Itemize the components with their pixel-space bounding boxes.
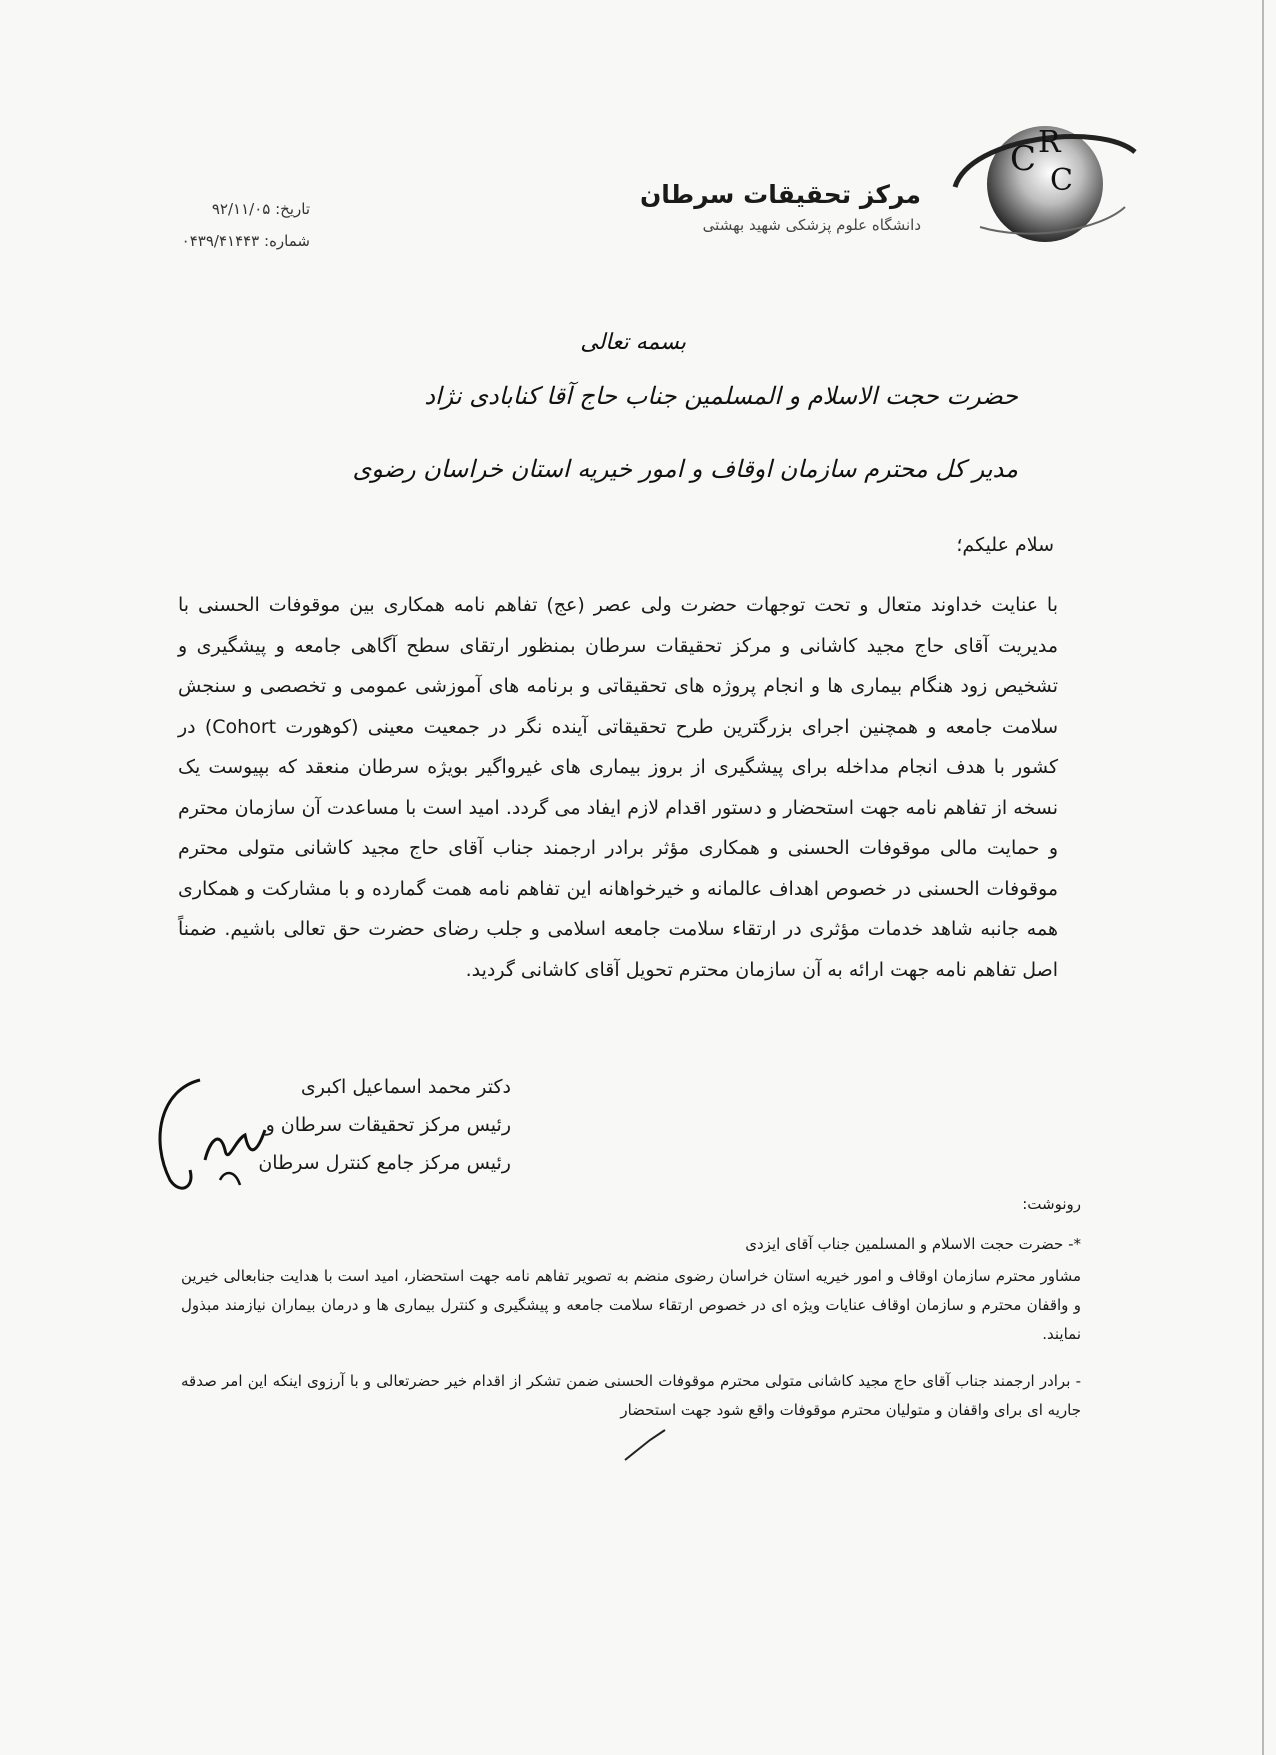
cc-item-3: - برادر ارجمند جناب آقای حاج مجید کاشانی متولی محترم موقوفات الحسنی ضمن تشکر از اقدام خیر حضرتعالی و با آرزوی اینکه این امر صدقه جاریه ای برای واقفان و متولیان محترم موقوفات واقع شود جهت استحضار [181, 1372, 1081, 1419]
crc-logo [950, 112, 1140, 252]
svg-text:R: R [1038, 125, 1061, 160]
scan-edge-line [1262, 0, 1264, 1755]
cc-item-2: مشاور محترم سازمان اوقاف و امور خیریه استان خراسان رضوی منضم به تصویر تفاهم نامه جهت استحضار، امید است با هدایت جنابعالی خیرین و واقفان محترم و سازمان اوقاف عنایات ویژه ای در خصوص ارتقاء سلامت جامعه و پیشگیری و کنترل بیماری ها و درمان بیماران نیازمند مبذول نمایند. [181, 1267, 1081, 1343]
number-line: شماره: ۰۴۳۹/۴۱۴۴۳ [181, 232, 310, 250]
body-paragraph: با عنایت خداوند متعال و تحت توجهات حضرت ولی عصر (عج) تفاهم نامه همکاری بین موقوفات الحسنی با مدیریت آقای حاج مجید کاشانی و مرکز تحقیقات سرطان بمنظور ارتقای سطح آگاهی جامعه و پیشگیری و تشخیص زود هنگام بیماری ها و انجام پروژه های تحقیقاتی و برنامه های آموزشی عمومی و تخصصی و سنجش سلامت جامعه و همچنین اجرای بزرگترین طرح تحقیقاتی آینده نگر در جمعیت معینی (کوهورت Cohort) در کشور با هدف انجام مداخله برای پیشگیری از بروز بیماری های غیرواگیر بویژه سرطان منعقد که بپیوست یک نسخه از تفاهم نامه جهت استحضار و دستور اقدام لازم ایفاد می گردد. امید است با مساعدت آن سازمان محترم و حمایت مالی موقوفات الحسنی و همکاری مؤثر برادر ارجمند جناب آقای حاج مجید کاشانی متولی محترم موقوفات الحسنی در خصوص اهداف عالمانه و خیرخواهانه این تفاهم نامه همت گمارده و با مشارکت و همکاری همه جانبه شاهد خدمات مؤثری در ارتقاء سلامت جامعه اسلامی و جلب رضای حضرت حق تعالی باشیم. ضمناً اصل تفاهم نامه جهت ارائه به آن سازمان محترم تحویل آقای کاشانی گردید. [178, 594, 1058, 981]
letter-meta [160, 193, 310, 257]
svg-text:C: C [1050, 163, 1073, 198]
recipient-line-1: حضرت حجت الاسلام و المسلمین جناب حاج آقا کنابادی نژاد [424, 382, 1018, 410]
org-subtitle: دانشگاه علوم پزشکی شهید بهشتی [702, 216, 921, 234]
bismillah-heading: بسمه تعالی [580, 330, 686, 355]
check-mark-icon [620, 1425, 680, 1465]
handwritten-signature [150, 1070, 290, 1210]
recipient-line-2: مدیر کل محترم سازمان اوقاف و امور خیریه استان خراسان رضوی [352, 455, 1018, 483]
cc-title: رونوشت: [1022, 1195, 1081, 1213]
cc-item-1: *- حضرت حجت الاسلام و المسلمین جناب آقای ایزدی [745, 1235, 1081, 1253]
signer-name: دکتر محمد اسماعیل اکبری [300, 1076, 511, 1098]
signer-title-1: رئیس مرکز تحقیقات سرطان و [265, 1114, 511, 1136]
date-line: تاریخ: ۹۲/۱۱/۰۵ [211, 200, 310, 218]
greeting: سلام علیکم؛ [956, 534, 1054, 556]
svg-text:C: C [1010, 139, 1037, 179]
signature-block [258, 1068, 511, 1182]
org-name: مرکز تحقیقات سرطان [639, 180, 921, 209]
signer-title-2: رئیس مرکز جامع کنترل سرطان [258, 1152, 511, 1174]
